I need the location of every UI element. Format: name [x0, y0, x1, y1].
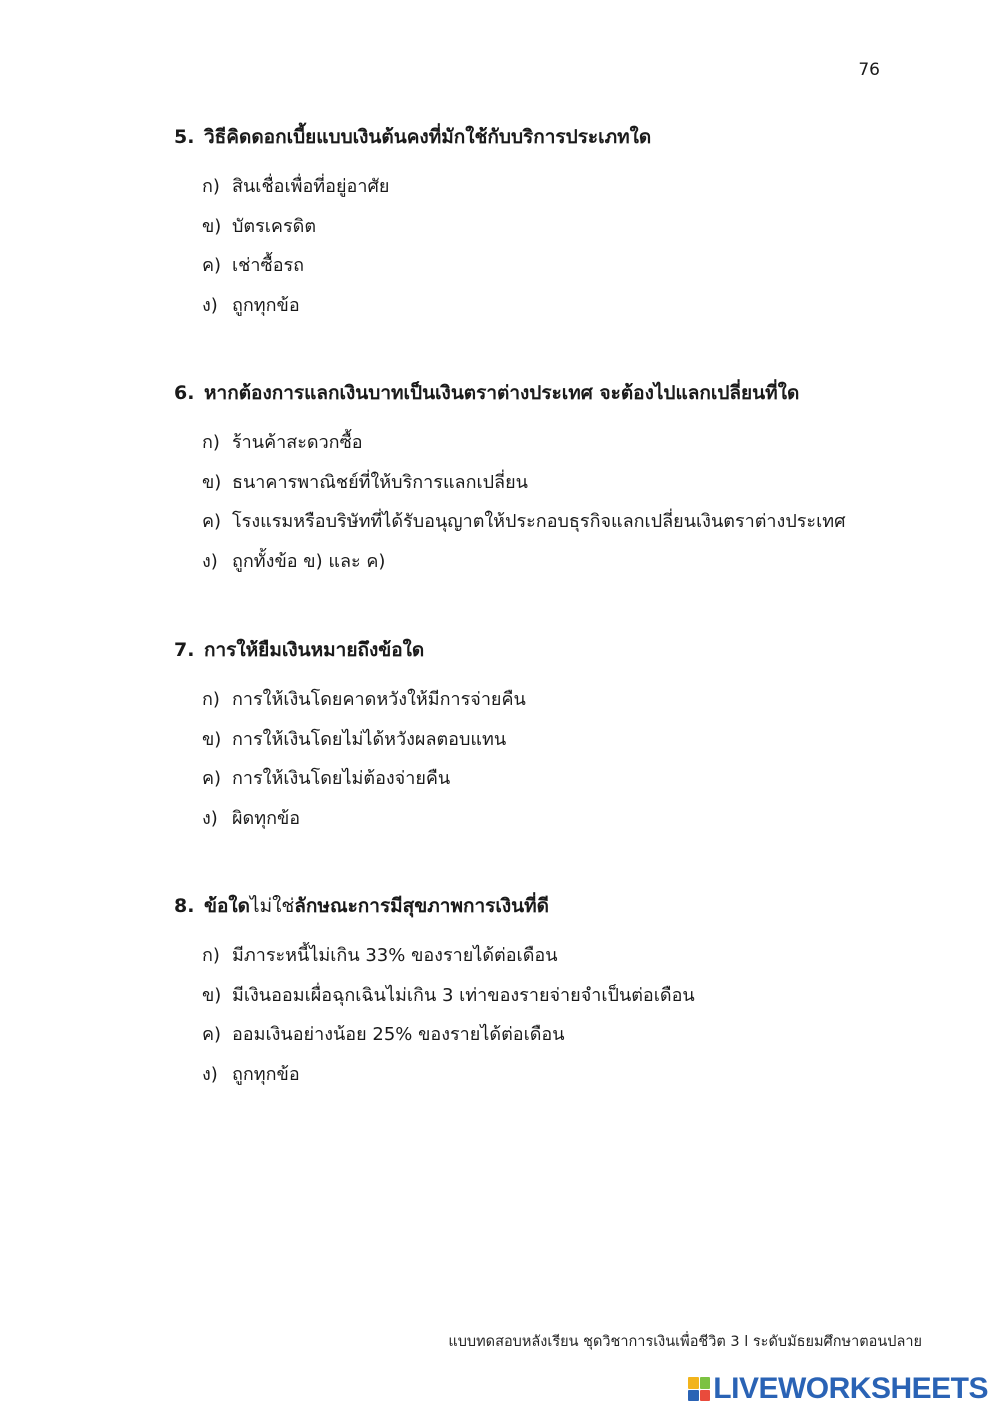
question-title [174, 888, 934, 924]
option-c[interactable] [174, 246, 934, 286]
option-text: ร้านค้าสะดวกซื้อ [232, 432, 363, 453]
option-a[interactable] [174, 936, 934, 976]
option-letter: ข) [202, 215, 222, 237]
question-text: การให้ยืมเงินหมายถึงข้อใด [204, 639, 425, 661]
page-number: 76 [858, 60, 880, 80]
option-b[interactable] [174, 720, 934, 760]
option-text: สินเชื่อเพื่อที่อยู่อาศัย [232, 176, 390, 197]
option-text: มีเงินออมเผื่อฉุกเฉินไม่เกิน 3 เท่าของรายจ่ายจำเป็นต่อเดือน [232, 984, 695, 1006]
question-text-emphasis: ไม่ใช่ [250, 895, 295, 917]
question-7 [174, 632, 934, 838]
option-letter: ข) [202, 728, 222, 750]
option-letter: ก) [202, 176, 220, 197]
option-d[interactable] [174, 286, 934, 326]
option-c[interactable] [174, 502, 934, 542]
liveworksheets-logo-icon [688, 1377, 710, 1401]
logo-tile [700, 1377, 711, 1389]
option-letter: ง) [202, 1063, 218, 1085]
question-5 [174, 119, 934, 325]
option-text: ถูกทั้งข้อ ข) และ ค) [232, 550, 386, 572]
question-text-part: ลักษณะการมีสุขภาพการเงินที่ดี [294, 895, 549, 917]
option-letter: ก) [202, 432, 220, 453]
option-text: ผิดทุกข้อ [232, 807, 301, 829]
option-text: บัตรเครดิต [232, 215, 317, 237]
option-letter: ค) [202, 768, 222, 789]
logo-tile [688, 1390, 699, 1402]
logo-tile [688, 1377, 699, 1389]
option-letter: ค) [202, 511, 222, 532]
option-letter: ง) [202, 807, 218, 829]
option-text: ถูกทุกข้อ [232, 1063, 300, 1085]
option-letter: ข) [202, 984, 222, 1006]
option-letter: ข) [202, 471, 222, 493]
option-text: ออมเงินอย่างน้อย 25% ของรายได้ต่อเดือน [232, 1024, 565, 1045]
option-text: ถูกทุกข้อ [232, 294, 300, 316]
option-letter: ค) [202, 1024, 222, 1045]
option-text: การให้เงินโดยไม่ได้หวังผลตอบแทน [232, 728, 507, 750]
option-c[interactable] [174, 759, 934, 799]
option-letter: ก) [202, 689, 220, 710]
option-b[interactable] [174, 207, 934, 247]
option-b[interactable] [174, 463, 934, 503]
page-footer: แบบทดสอบหลังเรียน ชุดวิชาการเงินเพื่อชีวิต 3 l ระดับมัธยมศึกษาตอนปลาย [448, 1334, 922, 1350]
option-text: เช่าซื้อรถ [232, 255, 305, 276]
option-d[interactable] [174, 542, 934, 582]
option-text: ธนาคารพาณิชย์ที่ให้บริการแลกเปลี่ยน [232, 471, 528, 493]
option-d[interactable] [174, 799, 934, 839]
option-letter: ง) [202, 550, 218, 572]
question-title [174, 632, 934, 668]
logo-tile [700, 1390, 711, 1402]
option-letter: ค) [202, 255, 222, 276]
question-number: 6. [174, 382, 195, 404]
option-text: การให้เงินโดยคาดหวังให้มีการจ่ายคืน [232, 689, 526, 710]
question-title [174, 375, 934, 411]
option-b[interactable] [174, 976, 934, 1016]
question-number: 8. [174, 895, 195, 917]
option-d[interactable] [174, 1055, 934, 1095]
question-8 [174, 888, 934, 1094]
option-c[interactable] [174, 1015, 934, 1055]
option-a[interactable] [174, 167, 934, 207]
question-number: 5. [174, 126, 195, 148]
question-text-part: ข้อใด [204, 895, 251, 917]
liveworksheets-brand[interactable] [688, 1374, 988, 1404]
option-letter: ง) [202, 294, 218, 316]
option-a[interactable] [174, 680, 934, 720]
option-text: โรงแรมหรือบริษัทที่ได้รับอนุญาตให้ประกอบธุรกิจแลกเปลี่ยนเงินตราต่างประเทศ [232, 511, 846, 532]
option-text: มีภาระหนี้ไม่เกิน 33% ของรายได้ต่อเดือน [232, 945, 558, 966]
option-a[interactable] [174, 423, 934, 463]
question-6 [174, 375, 934, 581]
brand-text: LIVEWORKSHEETS [713, 1372, 988, 1405]
question-title [174, 119, 934, 155]
option-letter: ก) [202, 945, 220, 966]
question-number: 7. [174, 639, 195, 661]
question-text: หากต้องการแลกเงินบาทเป็นเงินตราต่างประเทศ จะต้องไปแลกเปลี่ยนที่ใด [204, 382, 800, 404]
question-text: วิธีคิดดอกเบี้ยแบบเงินต้นคงที่มักใช้กับบริการประเภทใด [204, 126, 652, 148]
option-text: การให้เงินโดยไม่ต้องจ่ายคืน [232, 768, 451, 789]
